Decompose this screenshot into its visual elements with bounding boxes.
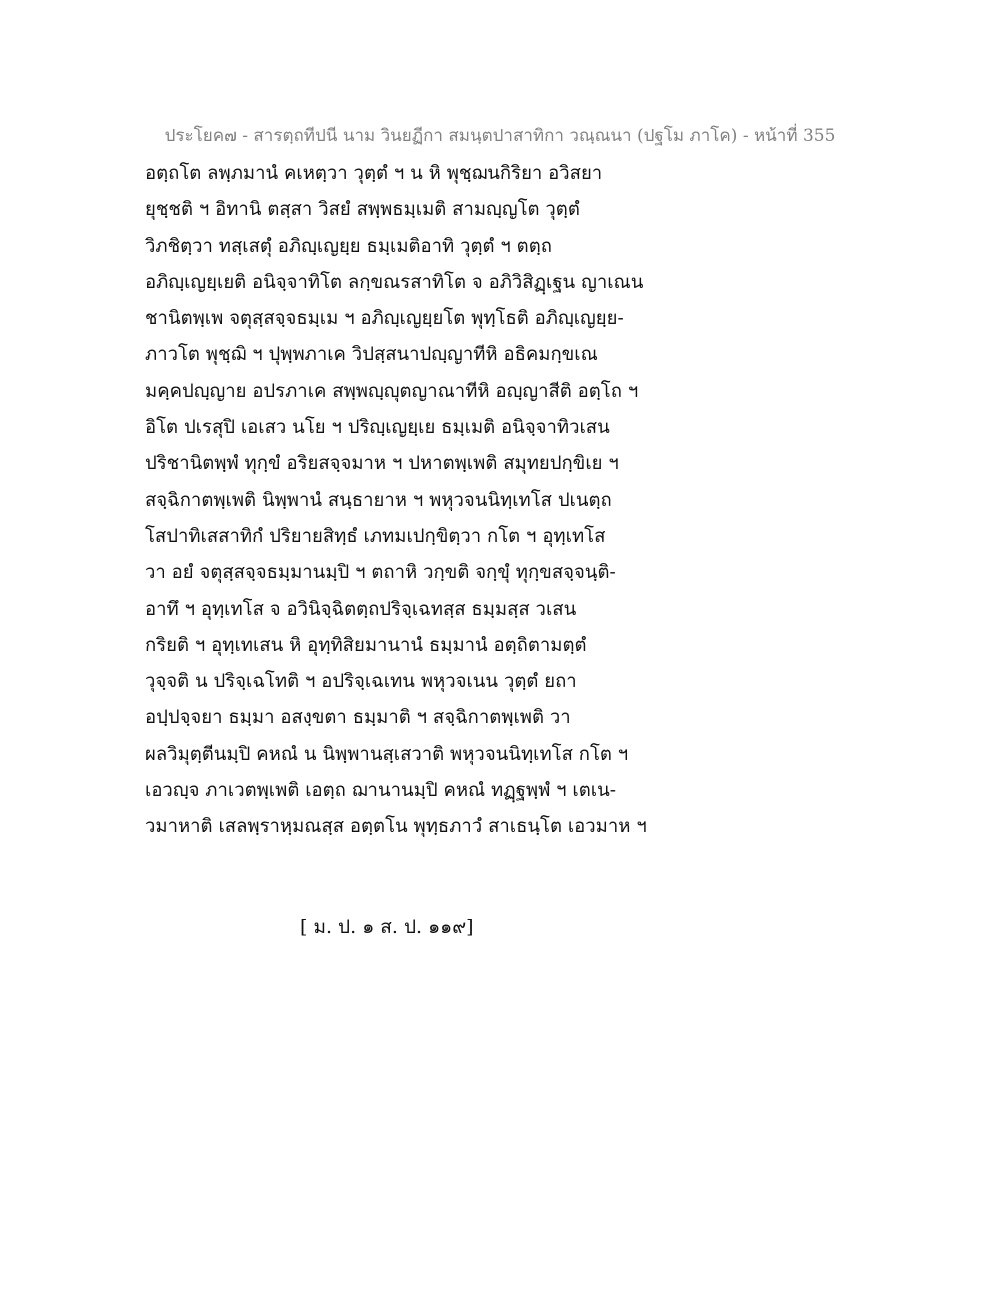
text-line: อิโต ปเรสุปิ เอเสว นโย ฯ ปริญฺเญยฺเย ธมฺเมติ อนิจฺจาทิวเสน bbox=[145, 417, 610, 439]
text-line: กริยติ ฯ อุทฺเทเสน หิ อุทฺทิสิยมานานํ ธมฺมานํ อตฺถิตามตฺตํ bbox=[145, 634, 587, 656]
running-header: ประโยค๗ - สารตฺถทีปนี นาม วินยฏีกา สมนฺตปาสาทิกา วณฺณนา (ปฐโม ภาโค) - หน้าที่ 355 bbox=[164, 126, 836, 146]
text-line: วา อยํ จตุสฺสจฺจธมฺมานมฺปิ ฯ ตถาหิ วกฺขติ จกฺขุํ ทุกฺขสจฺจนฺติ- bbox=[145, 562, 616, 584]
text-line: ยุชฺชติ ฯ อิทานิ ตสฺสา วิสยํ สพฺพธมฺเมติ สามญฺญโต วุตฺตํ bbox=[145, 199, 580, 221]
text-line: เอวญฺจ ภาเวตพฺเพติ เอตฺถ ฌานานมฺปิ คหณํ ทฏฺฐพฺพํ ฯ เตเน- bbox=[145, 780, 616, 802]
text-line: อปฺปจฺจยา ธมฺมา อสงฺขตา ธมฺมาติ ฯ สจฺฉิกาตพฺเพติ วา bbox=[145, 707, 571, 729]
text-line: วมาหาติ เสลพฺราหฺมณสฺส อตฺตโน พุทฺธภาวํ สาเธนฺโต เอวมาห ฯ bbox=[145, 816, 647, 838]
text-line: ชานิตพฺเพ จตุสฺสจฺจธมฺเม ฯ อภิญฺเญยฺยโต พุทฺโธติ อภิญฺเญยฺย- bbox=[145, 308, 624, 330]
text-line: อตฺถโต ลพฺภมานํ คเหตฺวา วุตฺตํ ฯ น หิ พุชฺฌนกิริยา อวิสยา bbox=[145, 163, 603, 184]
text-line: ภาวโต พุชฺฌิ ฯ ปุพฺพภาเค วิปสฺสนาปญฺญาทีหิ อธิคมกฺขเณ bbox=[145, 344, 598, 366]
text-line: ผลวิมุตฺตีนมฺปิ คหณํ น นิพฺพานสฺเสวาติ พหุวจนนิทฺเทโส กโต ฯ bbox=[145, 743, 629, 765]
text-line: อภิญฺเญยฺเยติ อนิจฺจาทิโต ลกฺขณรสาทิโต จ อภิวิสิฏฺเฐน ญาเณน bbox=[145, 271, 644, 293]
text-line: ปริชานิตพฺพํ ทุกฺขํ อริยสจฺจมาห ฯ ปหาตพฺเพติ สมุทยปกฺขิเย ฯ bbox=[145, 453, 619, 475]
text-line: วุจฺจติ น ปริจฺเฉโทติ ฯ อปริจฺเฉเทน พหุวจเนน วุตฺตํ ยถา bbox=[145, 671, 577, 693]
text-line: โสปาทิเสสาทิกํ ปริยายสิทฺธํ เภทมเปกฺขิตฺวา กโต ฯ อุทฺเทโส bbox=[145, 525, 606, 547]
text-line: สจฺฉิกาตพฺเพติ นิพฺพานํ สนฺธายาห ฯ พหุวจนนิทฺเทโส ปเนตฺถ bbox=[145, 489, 612, 511]
source-reference: [ ม. ป. ๑ ส. ป. ๑๑๙] bbox=[300, 916, 474, 938]
text-line: วิภชิตฺวา ทสฺเสตุํ อภิญฺเญยฺย ธมฺเมติอาทิ วุตฺตํ ฯ ตตฺถ bbox=[145, 235, 552, 257]
text-line: อาทึ ฯ อุทฺเทโส จ อวินิจฺฉิตตฺถปริจฺเฉทสฺส ธมฺมสฺส วเสน bbox=[145, 598, 577, 620]
text-line: มคฺคปญฺญาย อปรภาเค สพฺพญฺญุตญาณาทีหิ อญฺญาสีติ อตฺโถ ฯ bbox=[145, 380, 639, 402]
body-text bbox=[145, 156, 845, 846]
